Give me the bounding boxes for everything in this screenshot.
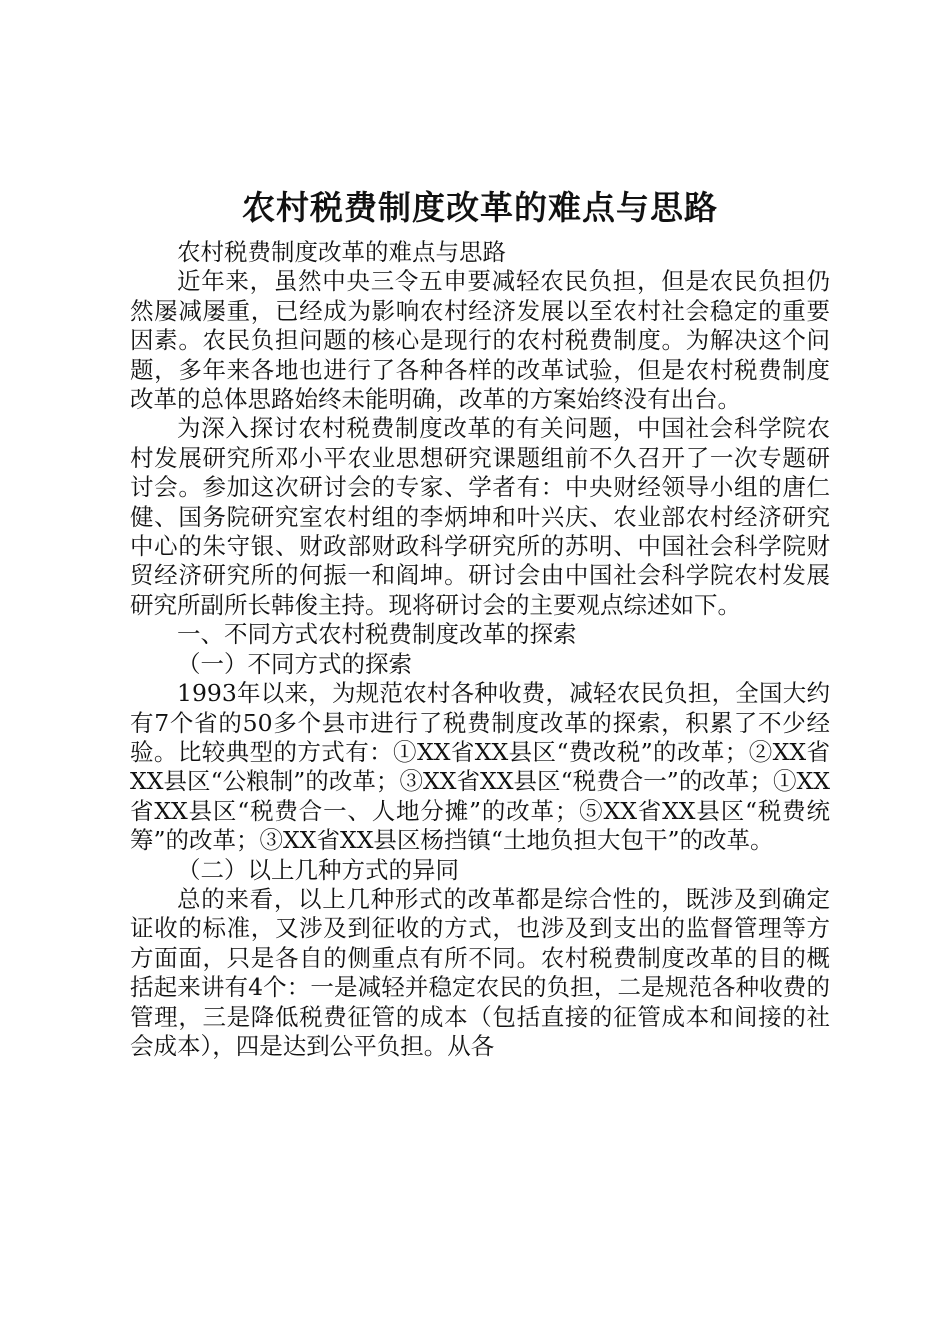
paragraph-seminar: 为深入探讨农村税费制度改革的有关问题，中国社会科学院农村发展研究所邓小平农业思想研究课题组前不久召开了一次专题研讨会。参加这次研讨会的专家、学者有：中央财经领导小组的唐仁健、国务院研究室农村组的李炳坤和叶兴庆、农业部农村经济研究中心的朱守银、财政部财政科学研究所的苏明、中国社会科学院财贸经济研究所的何振一和阎坤。研讨会由中国社会科学院农村发展研究所副所长韩俊主持。现将研讨会的主要观点综述如下。	[130, 414, 830, 619]
subsection-heading-1: （一）不同方式的探索	[177, 649, 412, 678]
subsection-heading-2: （二）以上几种方式的异同	[177, 855, 459, 884]
section-heading-1: 一、不同方式农村税费制度改革的探索	[177, 620, 577, 649]
document-subtitle: 农村税费制度改革的难点与思路	[177, 238, 506, 266]
document-page	[130, 182, 830, 1061]
paragraph-intro: 近年来，虽然中央三令五申要减轻农民负担，但是农民负担仍然屡减屡重，已经成为影响农村经济发展以至农村社会稳定的重要因素。农民负担问题的核心是现行的农村税费制度。为解决这个问题，多年来各地也进行了各种各样的改革试验，但是农村税费制度改革的总体思路始终未能明确，改革的方案始终没有出台。	[130, 267, 830, 414]
paragraph-comparison: 总的来看，以上几种形式的改革都是综合性的，既涉及到确定证收的标准，又涉及到征收的方式，也涉及到支出的监督管理等方方面面，只是各自的侧重点有所不同。农村税费制度改革的目的概括起来讲有4个：一是减轻并稳定农民的负担，二是规范各种收费的管理，三是降低税费征管的成本（包括直接的征管成本和间接的社会成本），四是达到公平负担。从各	[130, 884, 830, 1060]
paragraph-exploration: 1993年以来，为规范农村各种收费，减轻农民负担，全国大约有7个省的50多个县市进行了税费制度改革的探索，积累了不少经验。比较典型的方式有：①XX省XX县区“费改税”的改革；②XX省XX县区“公粮制”的改革；③XX省XX县区“税费合一”的改革；①XX省XX县区“税费合一、人地分摊”的改革；⑤XX省XX县区“税费统筹”的改革；③XX省XX县区杨挡镇“土地负担大包干”的改革。	[130, 679, 830, 855]
document-title: 农村税费制度改革的难点与思路	[242, 188, 718, 227]
